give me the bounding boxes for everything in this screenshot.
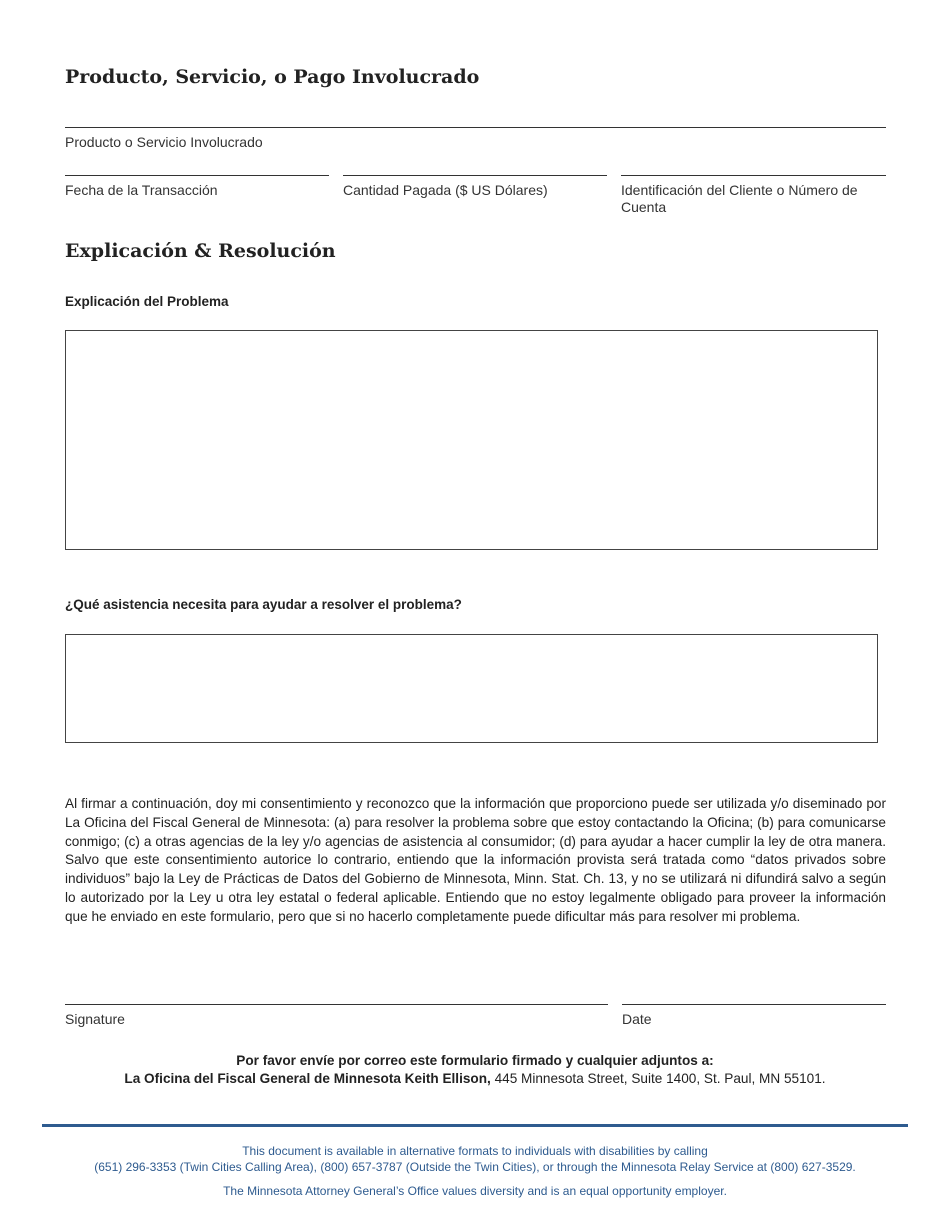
section-title-explanation: Explicación & Resolución [65,240,336,262]
product-service-label: Producto o Servicio Involucrado [65,134,263,150]
transaction-date-label: Fecha de la Transacción [65,182,218,198]
signature-field[interactable] [65,1004,608,1005]
mailing-address-line [0,1070,950,1088]
customer-id-field[interactable] [621,175,886,176]
date-label: Date [622,1011,652,1027]
section-title-product: Producto, Servicio, o Pago Involucrado [65,66,480,88]
date-field[interactable] [622,1004,886,1005]
product-service-field[interactable] [65,127,886,128]
problem-explanation-textarea[interactable] [65,330,878,550]
footer-divider [42,1124,908,1127]
problem-explanation-label: Explicación del Problema [65,294,229,309]
footer-accessibility-line: This document is available in alternative formats to individuals with disabilities by calling [242,1144,708,1158]
amount-paid-label: Cantidad Pagada ($ US Dólares) [343,182,548,198]
customer-id-label: Identificación del Cliente o Número de Cuenta [621,182,858,215]
office-address: 445 Minnesota Street, Suite 1400, St. Paul, MN 55101. [490,1071,826,1086]
amount-paid-field[interactable] [343,175,607,176]
transaction-date-field[interactable] [65,175,329,176]
mailing-instruction: Por favor envíe por correo este formulario firmado y cualquier adjuntos a: [236,1053,714,1068]
footer-phone-line: (651) 296-3353 (Twin Cities Calling Area), (800) 657-3787 (Outside the Twin Cities), or through the Minnesota Relay Service at (800) 627-3529. [94,1160,856,1174]
office-name: La Oficina del Fiscal General de Minnesota Keith Ellison, [124,1071,491,1086]
assistance-needed-label: ¿Qué asistencia necesita para ayudar a resolver el problema? [65,597,462,612]
signature-label: Signature [65,1011,125,1027]
footer-equal-opportunity-line: The Minnesota Attorney General’s Office values diversity and is an equal opportunity employer. [223,1184,727,1198]
consent-text: Al firmar a continuación, doy mi consentimiento y reconozco que la información que proporciono puede ser utilizada y/o diseminado por La Oficina del Fiscal General de Minnesota: (a) para resolver la problema sobre que estoy contactando la Oficina; (b) para comunicarse conmigo; (c) a otras agencias de la ley y/o agencias de asistencia al consumidor; (d) para ayudar a hacer cumplir la ley de otra manera. Salvo que este consentimiento autorice lo contrario, entiendo que la información provista será tratada como “datos privados sobre individuos” bajo la Ley de Prácticas de Datos del Gobierno de Minnesota, Minn. Stat. Ch. 13, y no se utilizará ni difundirá salvo a según lo autorizado por la Ley u otra ley estatal o federal aplicable. Entiendo que no estoy legalmente obligado para proveer la información que he enviado en este formulario, pero que si no hacerlo completamente puede dificultar más para resolver mi problema. [65,796,886,924]
assistance-needed-textarea[interactable] [65,634,878,743]
